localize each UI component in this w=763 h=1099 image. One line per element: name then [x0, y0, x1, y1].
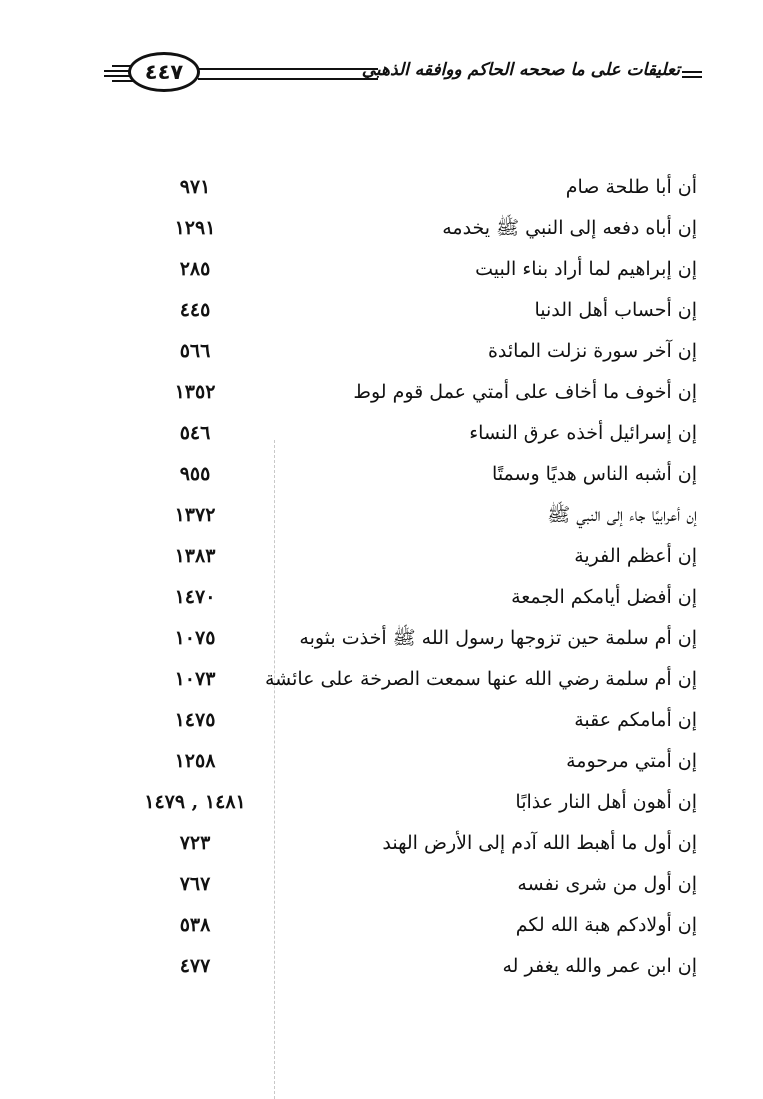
entry-text: إن إبراهيم لما أراد بناء البيت [475, 258, 697, 280]
index-row [0, 619, 763, 660]
entry-page-number: ٤٧٧ [179, 955, 211, 977]
entry-page-number: ٤٤٥ [179, 299, 211, 321]
index-row [0, 291, 763, 332]
index-row [0, 660, 763, 701]
entry-text: إن أعظم الفرية [574, 545, 697, 567]
index-row [0, 742, 763, 783]
running-header [0, 0, 763, 110]
entry-page-number: ٢٨٥ [179, 258, 211, 280]
index-row [0, 168, 763, 209]
index-row [0, 455, 763, 496]
entry-text: إن أعرابيًا جاء إلى النبي ﷺ [547, 504, 697, 526]
entry-text: إن إسرائيل أخذه عرق النساء [469, 422, 697, 444]
header-rule-middle [198, 68, 378, 70]
index-row [0, 947, 763, 988]
entry-page-number: ١٠٧٥ [174, 627, 216, 649]
entry-page-number: ١٣٨٣ [174, 545, 216, 567]
entry-text: إن أباه دفعه إلى النبي ﷺ يخدمه [442, 217, 697, 239]
entry-page-number: ٩٧١ [179, 176, 211, 198]
index-row [0, 373, 763, 414]
hadith-index-list [0, 168, 763, 988]
entry-page-number: ١٣٥٢ [174, 381, 216, 403]
index-row [0, 824, 763, 865]
entry-text: إن أول من شرى نفسه [517, 873, 697, 895]
index-row [0, 865, 763, 906]
page-number-badge: ٤٤٧ [128, 52, 200, 92]
running-header-title: تعليقات على ما صححه الحاكم ووافقه الذهبي [361, 60, 680, 80]
entry-text: إن أحساب أهل الدنيا [534, 299, 697, 321]
entry-page-number: ١٢٥٨ [174, 750, 216, 772]
entry-text: إن أول ما أهبط الله آدم إلى الأرض الهند [382, 832, 697, 854]
entry-page-number: ٥٣٨ [179, 914, 211, 936]
entry-text: إن أشبه الناس هديًا وسمتًا [492, 463, 697, 485]
entry-text: إن أخوف ما أخاف على أمتي عمل قوم لوط [353, 381, 697, 403]
index-row [0, 537, 763, 578]
entry-page-number: ٩٥٥ [179, 463, 211, 485]
entry-text: إن أولادكم هبة الله لكم [515, 914, 697, 936]
entry-page-number: ١٤٧٠ [174, 586, 216, 608]
index-row [0, 209, 763, 250]
entry-page-number: ٧٢٣ [179, 832, 211, 854]
index-row [0, 332, 763, 373]
index-row [0, 496, 763, 537]
header-end-mark [682, 71, 702, 81]
entry-page-number: ١٤٨١ , ١٤٧٩ [144, 791, 246, 813]
index-row [0, 250, 763, 291]
entry-page-number: ١٤٧٥ [174, 709, 216, 731]
entry-text: إن أم سلمة رضي الله عنها سمعت الصرخة على عائشة [264, 668, 697, 690]
index-row [0, 701, 763, 742]
entry-text: إن أم سلمة حين تزوجها رسول الله ﷺ أخذت بثوبه [299, 627, 697, 649]
entry-page-number: ٥٦٦ [179, 340, 211, 362]
entry-page-number: ١٢٩١ [174, 217, 216, 239]
entry-text: إن آخر سورة نزلت المائدة [487, 340, 697, 362]
header-rule-middle [198, 78, 378, 80]
entry-text: إن أمتي مرحومة [566, 750, 697, 772]
entry-page-number: ١٣٧٢ [174, 504, 216, 526]
entry-page-number: ٥٤٦ [179, 422, 211, 444]
index-row [0, 906, 763, 947]
entry-text: إن ابن عمر والله يغفر له [502, 955, 697, 977]
index-row [0, 783, 763, 824]
entry-page-number: ٧٦٧ [179, 873, 211, 895]
index-row [0, 578, 763, 619]
entry-text: إن أمامكم عقبة [574, 709, 697, 731]
entry-page-number: ١٠٧٣ [174, 668, 216, 690]
index-row [0, 414, 763, 455]
entry-text: إن أهون أهل النار عذابًا [515, 791, 697, 813]
entry-text: أن أبا طلحة صام [565, 176, 697, 198]
entry-text: إن أفضل أيامكم الجمعة [511, 586, 697, 608]
